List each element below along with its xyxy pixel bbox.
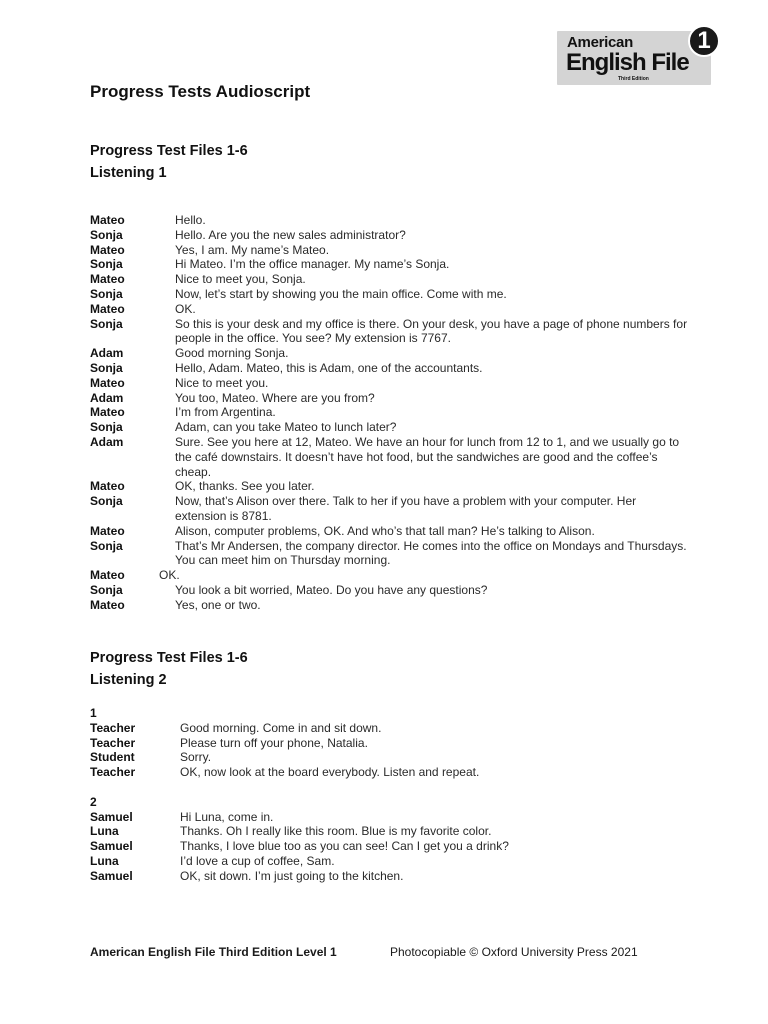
listening2-script: [90, 706, 690, 884]
dialogue-line: [90, 839, 690, 854]
dialogue-text: Hi Luna, come in.: [180, 809, 274, 824]
dialogue-line: [90, 721, 690, 736]
dialogue-line: [90, 405, 690, 420]
dialogue-text: Now, let’s start by showing you the main office. Come with me.: [175, 286, 507, 301]
level-badge: 1: [688, 25, 720, 57]
speaker-name: Sonja: [90, 257, 123, 272]
dialogue-line: [90, 243, 690, 258]
section1-subheading: Listening 1: [90, 165, 167, 181]
dialogue-line: [90, 479, 690, 494]
dialogue-text: Adam, can you take Mateo to lunch later?: [175, 420, 397, 435]
document-title: Progress Tests Audioscript: [90, 82, 311, 101]
speaker-name: Sonja: [90, 538, 123, 553]
logo-line1: American: [567, 34, 633, 51]
dialogue-text: Hello.: [175, 213, 206, 227]
speaker-name: Samuel: [90, 868, 133, 883]
speaker-name: Sonja: [90, 494, 123, 509]
dialogue-line: [90, 287, 690, 302]
dialogue-line: [90, 317, 690, 347]
speaker-name: Adam: [90, 346, 124, 361]
speaker-name: Luna: [90, 824, 119, 839]
speaker-name: Sonja: [90, 360, 123, 375]
footer-copyright: Photocopiable © Oxford University Press 2021: [390, 945, 638, 959]
dialogue-line: [90, 765, 690, 780]
dialogue-text: OK, thanks. See you later.: [175, 479, 315, 494]
dialogue-text: Thanks, I love blue too as you can see! Can I get you a drink?: [180, 839, 509, 854]
dialogue-text: I’d love a cup of coffee, Sam.: [180, 853, 335, 868]
part-number: 2: [90, 794, 97, 809]
dialogue-line: [90, 420, 690, 435]
dialogue-text: Good morning. Come in and sit down.: [180, 720, 382, 735]
dialogue-line: [90, 391, 690, 406]
speaker-name: Mateo: [90, 523, 125, 538]
speaker-name: Student: [90, 750, 135, 765]
dialogue-text: OK, now look at the board everybody. Listen and repeat.: [180, 765, 480, 780]
speaker-name: Samuel: [90, 839, 133, 854]
dialogue-line: [90, 539, 690, 569]
dialogue-text: Sorry.: [180, 750, 212, 765]
dialogue-line: [90, 435, 690, 479]
dialogue-line: [90, 750, 690, 765]
part-number: 1: [90, 706, 97, 720]
dialogue-line: [90, 257, 690, 272]
speaker-name: Mateo: [90, 375, 125, 390]
dialogue-text: Yes, one or two.: [175, 597, 261, 612]
dialogue-text: I’m from Argentina.: [175, 405, 276, 420]
dialogue-text: Hi Mateo. I’m the office manager. My name’s Sonja.: [175, 257, 450, 272]
dialogue-line: [90, 824, 690, 839]
section2-subheading: Listening 2: [90, 672, 167, 688]
dialogue-text: So this is your desk and my office is there. On your desk, you have a page of phone numbers for people in the office. You see? My extension is 7767.: [175, 316, 688, 346]
dialogue-text: You too, Mateo. Where are you from?: [175, 390, 375, 405]
dialogue-line: [90, 568, 690, 583]
speaker-name: Mateo: [90, 568, 125, 583]
dialogue-line: [90, 213, 690, 228]
speaker-name: Teacher: [90, 765, 136, 780]
speaker-name: Mateo: [90, 301, 125, 316]
speaker-name: Samuel: [90, 809, 133, 824]
dialogue-text: Nice to meet you.: [175, 375, 269, 390]
part-gap: [90, 780, 690, 795]
listening1-script: [90, 213, 690, 613]
dialogue-text: Now, that’s Alison over there. Talk to her if you have a problem with your computer. Her extension is 8781.: [175, 494, 637, 523]
section1-heading: Progress Test Files 1-6: [90, 143, 248, 159]
dialogue-line: [90, 869, 690, 884]
speaker-name: Mateo: [90, 405, 125, 420]
dialogue-line: [90, 361, 690, 376]
dialogue-line: [90, 228, 690, 243]
speaker-name: Mateo: [90, 479, 125, 494]
dialogue-text: Good morning Sonja.: [175, 346, 289, 361]
page-footer: [90, 945, 638, 959]
speaker-name: Teacher: [90, 735, 136, 750]
dialogue-line: [90, 302, 690, 317]
speaker-name: Mateo: [90, 272, 125, 287]
dialogue-text: Hello. Are you the new sales administrator?: [175, 227, 406, 242]
speaker-name: Sonja: [90, 420, 123, 435]
dialogue-text: Sure. See you here at 12, Mateo. We have an hour for lunch from 12 to 1, and we usually go to the café downstairs. It doesn’t have hot food, but the sandwiches are good and the coffee’s cheap.: [175, 434, 680, 479]
dialogue-text: OK.: [159, 568, 180, 583]
dialogue-text: OK, sit down. I’m just going to the kitchen.: [180, 868, 404, 883]
dialogue-line: [90, 494, 690, 524]
dialogue-text: Nice to meet you, Sonja.: [175, 272, 306, 287]
speaker-name: Sonja: [90, 286, 123, 301]
dialogue-text: OK.: [175, 301, 196, 316]
dialogue-text: Hello, Adam. Mateo, this is Adam, one of the accountants.: [175, 360, 483, 375]
dialogue-line: [90, 736, 690, 751]
dialogue-line: [90, 810, 690, 825]
dialogue-text: That’s Mr Andersen, the company director. He comes into the office on Mondays and Thursdays. You can meet him on Thursday morning.: [175, 538, 687, 568]
speaker-name: Mateo: [90, 597, 125, 612]
dialogue-line: [90, 854, 690, 869]
speaker-name: Adam: [90, 390, 124, 405]
logo-line2: English File: [566, 49, 689, 76]
dialogue-text: You look a bit worried, Mateo. Do you have any questions?: [175, 582, 488, 597]
speaker-name: Mateo: [90, 213, 125, 227]
speaker-name: Teacher: [90, 720, 136, 735]
speaker-name: Adam: [90, 434, 124, 449]
dialogue-text: Please turn off your phone, Natalia.: [180, 735, 368, 750]
section2-heading: Progress Test Files 1-6: [90, 650, 248, 666]
dialogue-line: [90, 598, 690, 613]
speaker-name: Sonja: [90, 582, 123, 597]
dialogue-text: Thanks. Oh I really like this room. Blue is my favorite color.: [180, 824, 492, 839]
speaker-name: Mateo: [90, 242, 125, 257]
dialogue-line: [90, 524, 690, 539]
dialogue-line: [90, 272, 690, 287]
dialogue-line: [90, 376, 690, 391]
american-english-file-logo: [557, 27, 711, 85]
dialogue-text: Yes, I am. My name’s Mateo.: [175, 242, 330, 257]
speaker-name: Luna: [90, 853, 119, 868]
speaker-name: Sonja: [90, 227, 123, 242]
speaker-name: Sonja: [90, 316, 123, 331]
logo-line3: Third Edition: [618, 76, 649, 82]
dialogue-text: Alison, computer problems, OK. And who’s that tall man? He’s talking to Alison.: [175, 523, 595, 538]
dialogue-line: [90, 583, 690, 598]
dialogue-line: [90, 346, 690, 361]
footer-title: American English File Third Edition Level 1: [90, 945, 337, 959]
